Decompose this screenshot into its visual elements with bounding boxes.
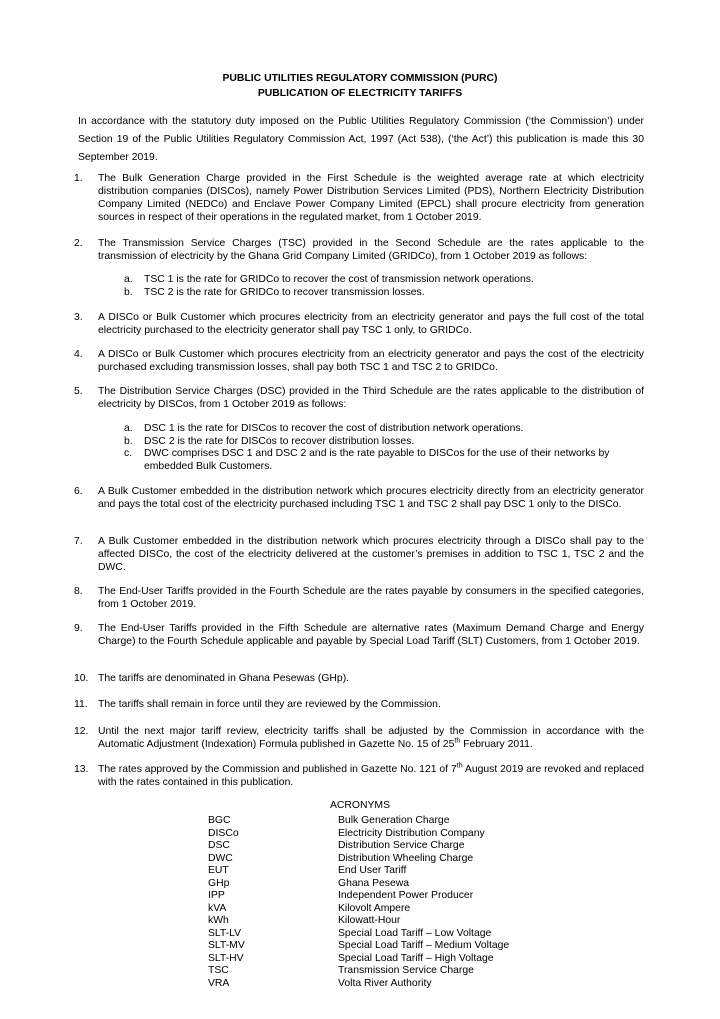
- acronym-abbr: BGC: [208, 815, 231, 826]
- sub-item: [124, 422, 644, 435]
- acronym-definition: Volta River Authority: [338, 977, 432, 989]
- acronym-definition: Kilowatt-Hour: [338, 915, 401, 926]
- item-text: The tariffs are denominated in Ghana Pesewas (GHp).: [98, 673, 350, 684]
- acronym-row: [208, 890, 608, 902]
- list-item: [74, 725, 644, 751]
- acronym-abbr: IPP: [208, 890, 225, 901]
- list-item: [74, 762, 645, 789]
- item-number: 2.: [74, 238, 83, 249]
- list-item: [74, 485, 644, 511]
- list-item: [74, 672, 644, 685]
- acronym-row: [208, 953, 608, 965]
- item-text: A DISCo or Bulk Customer which procures electricity from an electricity generator and pays the cost of the electricity purchased excluding transmission losses, shall pay both TSC 1 and TSC 2 to GRIDCo.: [98, 349, 644, 373]
- item-number: 9.: [74, 623, 83, 634]
- sub-item-letter: a.: [124, 423, 133, 434]
- list-item: [74, 622, 644, 648]
- item-text-end: February 2011.: [460, 739, 533, 750]
- acronym-definition: End User Tariff: [338, 865, 407, 876]
- acronym-row: [208, 928, 608, 940]
- item-number: 13.: [74, 764, 89, 775]
- acronym-abbr: SLT-MV: [208, 940, 245, 951]
- list-item: [74, 535, 644, 574]
- acronym-abbr: DISCo: [208, 827, 239, 839]
- list-item: [74, 385, 644, 411]
- acronym-definition: Bulk Generation Charge: [338, 815, 450, 826]
- acronym-definition: Ghana Pesewa: [338, 877, 410, 889]
- sub-item: [124, 286, 644, 299]
- item-text: The Distribution Service Charges (DSC) provided in the Third Schedule are the rates applicable to the distribution of electricity by DISCos, from 1 October 2019 as follows:: [98, 386, 644, 410]
- acronym-abbr: SLT-LV: [208, 927, 242, 939]
- acronym-row: [208, 965, 608, 977]
- item-number: 12.: [74, 726, 89, 737]
- item-text: The Transmission Service Charges (TSC) provided in the Second Schedule are the rates applicable to the transmission of electricity by the Ghana Grid Company Limited (GRIDCo), from 1 October 2019 as follows:: [98, 238, 644, 262]
- acronym-abbr: DSC: [208, 840, 230, 851]
- acronym-row: [208, 878, 608, 890]
- item-text: The End-User Tariffs provided in the Fourth Schedule are the rates payable by consumers in the specified categories, from 1 October 2019.: [98, 586, 644, 610]
- acronym-row: [208, 840, 608, 852]
- item-number: 10.: [74, 673, 89, 684]
- item-number: 7.: [74, 536, 83, 547]
- acronym-row: [208, 828, 608, 840]
- item-number: 6.: [74, 486, 83, 497]
- sub-item-letter: b.: [124, 436, 133, 447]
- acronym-definition: Special Load Tariff – High Voltage: [338, 952, 494, 964]
- acronym-abbr: SLT-HV: [208, 952, 244, 964]
- superscript: th: [456, 762, 463, 770]
- document-subtitle: PUBLICATION OF ELECTRICITY TARIFFS: [257, 88, 463, 99]
- item-number: 5.: [74, 386, 83, 397]
- sub-item: [124, 273, 644, 286]
- acronym-row: [208, 903, 608, 915]
- list-item: [74, 237, 644, 263]
- document-title: PUBLIC UTILITIES REGULATORY COMMISSION (PURC): [222, 73, 498, 84]
- acronym-abbr: kVA: [208, 902, 227, 914]
- acronym-abbr: kWh: [208, 915, 229, 926]
- acronym-abbr: TSC: [208, 965, 229, 976]
- sub-item-text: DSC 2 is the rate for DISCos to recover distribution losses.: [144, 436, 415, 447]
- item-text-end: August 2019 are revoked and replaced with the rates contained in this publication.: [98, 764, 645, 788]
- list-item: [74, 172, 644, 224]
- acronym-row: [208, 853, 608, 865]
- item-number: 1.: [74, 173, 83, 184]
- acronym-definition: Transmission Service Charge: [338, 965, 474, 976]
- acronym-row: [208, 865, 608, 877]
- item-number: 4.: [74, 349, 83, 360]
- item-text: A DISCo or Bulk Customer which procures electricity from an electricity generator and pays the full cost of the total electricity purchased to the electricity generator shall pay TSC 1 only, to GRIDCo.: [98, 312, 644, 336]
- acronym-definition: Special Load Tariff – Low Voltage: [338, 927, 492, 939]
- item-text: A Bulk Customer embedded in the distribution network which procures electricity directly from an electricity generator and pays the total cost of the electricity purchased including TSC 1 and TSC 2 shall pay DSC 1 only to the DISCo.: [98, 486, 644, 510]
- sub-item-text: TSC 2 is the rate for GRIDCo to recover transmission losses.: [144, 287, 425, 298]
- acronym-definition: Distribution Wheeling Charge: [338, 852, 474, 864]
- item-number: 8.: [74, 586, 83, 597]
- sub-item-text: DWC comprises DSC 1 and DSC 2 and is the rate payable to DISCos for the use of their networks by embedded Bulk Customers.: [144, 448, 610, 472]
- list-item: [74, 311, 644, 337]
- acronym-definition: Electricity Distribution Company: [338, 827, 485, 839]
- acronym-row: [208, 815, 608, 827]
- acronym-abbr: DWC: [208, 852, 233, 864]
- superscript: th: [454, 737, 461, 745]
- item-text: The tariffs shall remain in force until they are reviewed by the Commission.: [98, 699, 441, 710]
- sub-item-letter: a.: [124, 274, 133, 285]
- item-text: Until the next major tariff review, electricity tariffs shall be adjusted by the Commission in accordance with the Automatic Adjustment (Indexation) Formula published in Gazette No. 15 of 25: [98, 726, 644, 750]
- acronym-abbr: VRA: [208, 977, 230, 989]
- list-item: [74, 585, 644, 611]
- acronym-abbr: EUT: [208, 865, 229, 876]
- acronym-definition: Kilovolt Ampere: [338, 902, 411, 914]
- acronym-row: [208, 915, 608, 927]
- item-number: 11.: [74, 699, 88, 710]
- acronym-row: [208, 940, 608, 952]
- acronym-definition: Independent Power Producer: [338, 890, 474, 901]
- acronym-definition: Special Load Tariff – Medium Voltage: [338, 940, 510, 951]
- list-item: [74, 698, 644, 711]
- acronym-row: [208, 978, 608, 990]
- sub-item-text: TSC 1 is the rate for GRIDCo to recover the cost of transmission network operations.: [144, 274, 534, 285]
- item-text: The End-User Tariffs provided in the Fifth Schedule are alternative rates (Maximum Demand Charge and Energy Charge) to the Fourth Schedule applicable and payable by Special Load Tariff (SLT) Customers, from 1 October 2019.: [98, 623, 644, 647]
- sub-item-letter: c.: [124, 448, 133, 459]
- item-number: 3.: [74, 312, 83, 323]
- acronyms-heading: ACRONYMS: [329, 800, 391, 811]
- acronym-definition: Distribution Service Charge: [338, 840, 465, 851]
- list-item: [74, 348, 644, 374]
- sub-item: [124, 447, 644, 473]
- intro-paragraph: In accordance with the statutory duty imposed on the Public Utilities Regulatory Commission (‘the Commission’) under Section 19 of the Public Utilities Regulatory Commission Act, 1997 (Act 538), (‘the Act’) this publication is made this 30 September 2019.: [78, 116, 644, 163]
- item-text: The Bulk Generation Charge provided in the First Schedule is the weighted average rate at which electricity distribution companies (DISCos), namely Power Distribution Services Limited (PDS), Northern Electricity Distribution Company Limited (NEDCo) and Enclave Power Company Limited (EPCL) shall procure electricity from generation sources in respect of their operations in the regulated market, from 1 October 2019.: [98, 173, 644, 223]
- item-text: The rates approved by the Commission and published in Gazette No. 121 of 7: [98, 764, 457, 775]
- acronym-abbr: GHp: [208, 877, 230, 889]
- sub-item-letter: b.: [124, 287, 133, 298]
- sub-item-text: DSC 1 is the rate for DISCos to recover the cost of distribution network operations.: [144, 423, 524, 434]
- item-text: A Bulk Customer embedded in the distribution network which procures electricity through a DISCo shall pay to the affected DISCo, the cost of the electricity delivered at the customer’s premises in addition to TSC 1, TSC 2 and the DWC.: [98, 536, 644, 573]
